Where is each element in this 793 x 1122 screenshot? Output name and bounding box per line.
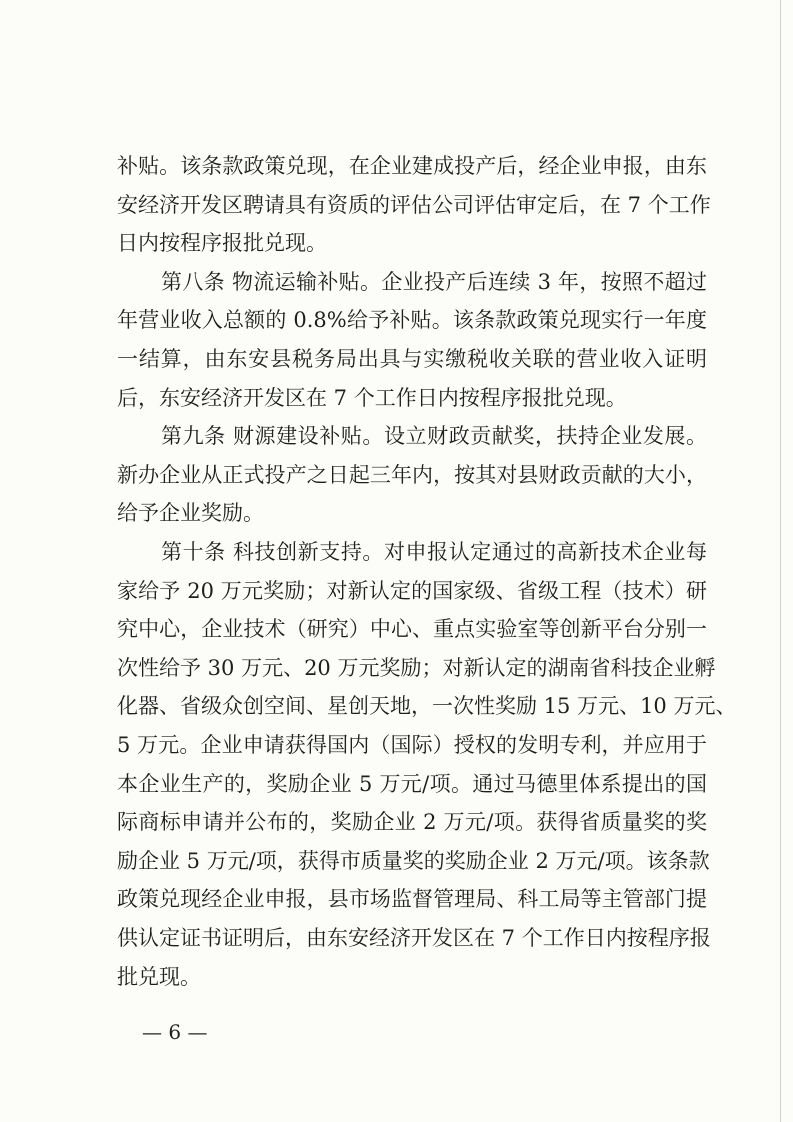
article-9-heading-line: 第九条 财源建设补贴。设立财政贡献奖，扶持企业发展。: [161, 424, 707, 449]
article-10-heading-line: 第十条 科技创新支持。对申报认定通过的高新技术企业每: [161, 540, 707, 564]
text-line: 化器、省级众创空间、星创天地，一次性奖励 15 万元、10 万元、: [117, 694, 737, 719]
text-line: 给予企业奖励。: [117, 501, 264, 526]
text-line: 一结算，由东安县税务局出具与实缴税收关联的营业收入证明: [117, 347, 707, 371]
text-line: 年营业收入总额的 0.8%给予补贴。该条款政策兑现实行一年度: [117, 308, 707, 333]
text-line: 本企业生产的，奖励企业 5 万元/项。通过马德里体系提出的国: [117, 771, 707, 796]
text-line: 际商标申请并公布的，奖励企业 2 万元/项。获得省质量奖的奖: [117, 810, 707, 835]
scan-edge-line: [780, 0, 781, 1122]
text-line: 批兑现。: [117, 964, 201, 989]
text-line: 后，东安经济开发区在 7 个工作日内按程序报批兑现。: [117, 385, 627, 410]
page-number: — 6 —: [142, 1020, 208, 1044]
text-line: 供认定证书证明后，由东安经济开发区在 7 个工作日内按程序报: [117, 926, 711, 950]
text-line: 新办企业从正式投产之日起三年内，按其对县财政贡献的大小，: [117, 462, 707, 487]
text-line: 安经济开发区聘请具有资质的评估公司评估审定后，在 7 个工作: [117, 192, 711, 217]
text-line: 补贴。该条款政策兑现，在企业建成投产后，经企业申报，由东: [117, 154, 707, 178]
text-line: 日内按程序报批兑现。: [117, 231, 327, 256]
text-line: 5 万元。企业申请获得国内（国际）授权的发明专利，并应用于: [117, 733, 707, 757]
text-line: 政策兑现经企业申报，县市场监督管理局、科工局等主管部门提: [117, 887, 707, 912]
text-line: 家给予 20 万元奖励；对新认定的国家级、省级工程（技术）研: [117, 578, 707, 603]
text-line: 次性给予 30 万元、20 万元奖励；对新认定的湖南省科技企业孵: [117, 655, 716, 680]
text-line: 究中心，企业技术（研究）中心、重点实验室等创新平台分别一: [117, 617, 707, 642]
text-line: 励企业 5 万元/项，获得市质量奖的奖励企业 2 万元/项。该条款: [117, 848, 710, 873]
article-8-heading-line: 第八条 物流运输补贴。企业投产后连续 3 年，按照不超过: [161, 269, 707, 294]
